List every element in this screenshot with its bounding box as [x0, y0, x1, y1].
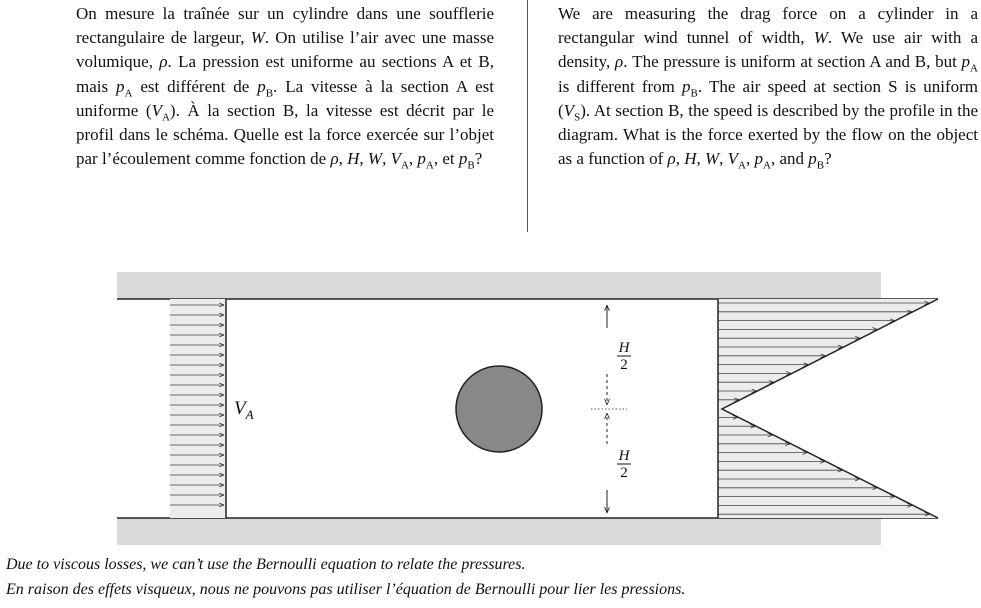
english-problem-text: We are measuring the drag force on a cylinder in a rectangular wind tunnel of width, W. We use air with a density, ρ. The pressure is uniform at section A and B, but $p_A$ is different from $p_B$. The air speed at section S is uniform $(V_S)$. At section B, the speed is described by the profile in the diagram. What is the force exerted by the flow on the object as a function of ρ, H, W, $V_A$, $p_A$, and $p_B$?	[558, 4, 978, 172]
inlet-velocity-label: $V_A$	[234, 398, 254, 422]
svg-text:2: 2	[620, 357, 628, 373]
lower-half-height-label	[617, 448, 631, 481]
svg-text:H: H	[618, 448, 630, 464]
outlet-profile-fill	[718, 299, 938, 518]
column-divider	[527, 0, 528, 232]
svg-text:H: H	[618, 340, 630, 356]
bottom-wall	[117, 518, 881, 545]
cylinder	[456, 366, 542, 452]
top-wall	[117, 272, 881, 299]
upper-half-height-label	[617, 340, 631, 373]
svg-text:2: 2	[620, 465, 628, 481]
french-problem-text: On mesure la traînée sur un cylindre dans une soufflerie rectangulaire de largeur, W. On utilise l’air avec une masse volumique, ρ. La pression est uniforme au sections A et B, mais $p_A$ est différent de $p_B$. La vitesse à la section A est uniforme $(V_A)$. À la section B, la vitesse est décrit par le profil dans le schéma. Quelle est la force exercée sur l’objet par l’écoulement comme fonction de ρ, H, W, $V_A$, $p_A$, et $p_B$?	[76, 4, 495, 172]
wind-tunnel-diagram	[0, 258, 981, 550]
inlet-velocity-arrows	[170, 305, 224, 505]
note-english: Due to viscous losses, we can’t use the Bernoulli equation to relate the pressures.	[6, 556, 526, 573]
note-french: En raison des effets visqueux, nous ne pouvons pas utiliser l’équation de Bernoulli pour lier les pressions.	[6, 581, 686, 598]
